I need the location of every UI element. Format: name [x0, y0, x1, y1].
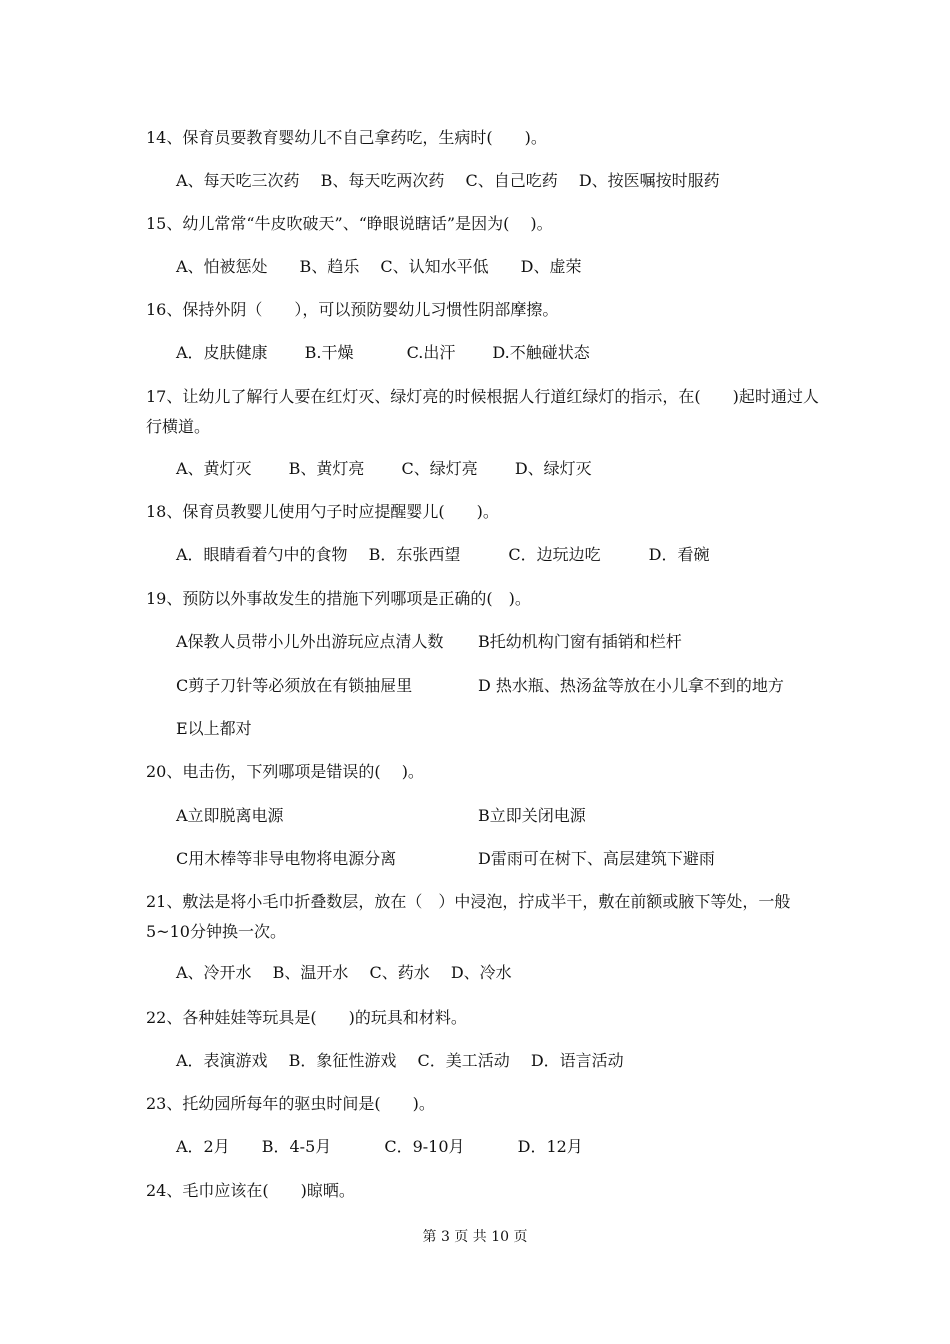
question-22-options: A．表演游戏 B．象征性游戏 C．美工活动 D．语言活动 — [176, 1051, 624, 1070]
question-15-options: A、怕被惩处 B、趋乐 C、认知水平低 D、虚荣 — [176, 257, 582, 276]
question-17: 17、让幼儿了解行人要在红灯灭、绿灯亮的时候根据人行道红绿灯的指示，在( )起时通过人行横道。 — [146, 387, 819, 436]
question-18: 18、保育员教婴儿使用勺子时应提醒婴儿( )。 — [146, 502, 499, 521]
question-16-options: A．皮肤健康 B.干燥 C.出汗 D.不触碰状态 — [176, 343, 590, 362]
question-20-option-c: C用木棒等非导电物将电源分离 — [176, 849, 397, 868]
question-19-option-e: E以上都对 — [176, 719, 252, 738]
question-19-option-c: C剪子刀针等必须放在有锁抽屉里 — [176, 676, 413, 695]
question-21: 21、敷法是将小毛巾折叠数层，放在（ ）中浸泡，拧成半干，敷在前额或腋下等处，一般5~10分钟换一次。 — [146, 892, 791, 941]
question-24: 24、毛巾应该在( )晾晒。 — [146, 1181, 355, 1200]
question-19-option-b: B托幼机构门窗有插销和栏杆 — [478, 632, 682, 651]
question-23: 23、托幼园所每年的驱虫时间是( )。 — [146, 1094, 435, 1113]
question-16: 16、保持外阴（ ），可以预防婴幼儿习惯性阴部摩擦。 — [146, 300, 559, 319]
question-20-option-a: A立即脱离电源 — [176, 806, 284, 825]
question-19-option-d: D 热水瓶、热汤盆等放在小儿拿不到的地方 — [478, 676, 784, 695]
question-20: 20、电击伤，下列哪项是错误的( )。 — [146, 762, 424, 781]
question-21-options: A、冷开水 B、温开水 C、药水 D、冷水 — [176, 963, 512, 982]
question-20-option-d: D雷雨可在树下、高层建筑下避雨 — [478, 849, 715, 868]
question-15: 15、幼儿常常“牛皮吹破天”、“睁眼说瞎话”是因为( )。 — [146, 214, 553, 233]
question-18-options: A．眼睛看着勺中的食物 B．东张西望 C．边玩边吃 D．看碗 — [176, 545, 710, 564]
question-23-options: A．2月 B．4-5月 C．9-10月 D．12月 — [176, 1137, 583, 1156]
question-14-options: A、每天吃三次药 B、每天吃两次药 C、自己吃药 D、按医嘱按时服药 — [176, 171, 720, 190]
question-19: 19、预防以外事故发生的措施下列哪项是正确的( )。 — [146, 589, 531, 608]
question-14: 14、保育员要教育婴幼儿不自己拿药吃，生病时( )。 — [146, 128, 547, 147]
question-22: 22、各种娃娃等玩具是( )的玩具和材料。 — [146, 1008, 467, 1027]
question-17-options: A、黄灯灭 B、黄灯亮 C、绿灯亮 D、绿灯灭 — [176, 459, 592, 478]
question-20-option-b: B立即关闭电源 — [478, 806, 586, 825]
page-footer: 第 3 页 共 10 页 — [422, 1229, 528, 1245]
question-19-option-a: A保教人员带小儿外出游玩应点清人数 — [176, 632, 444, 651]
